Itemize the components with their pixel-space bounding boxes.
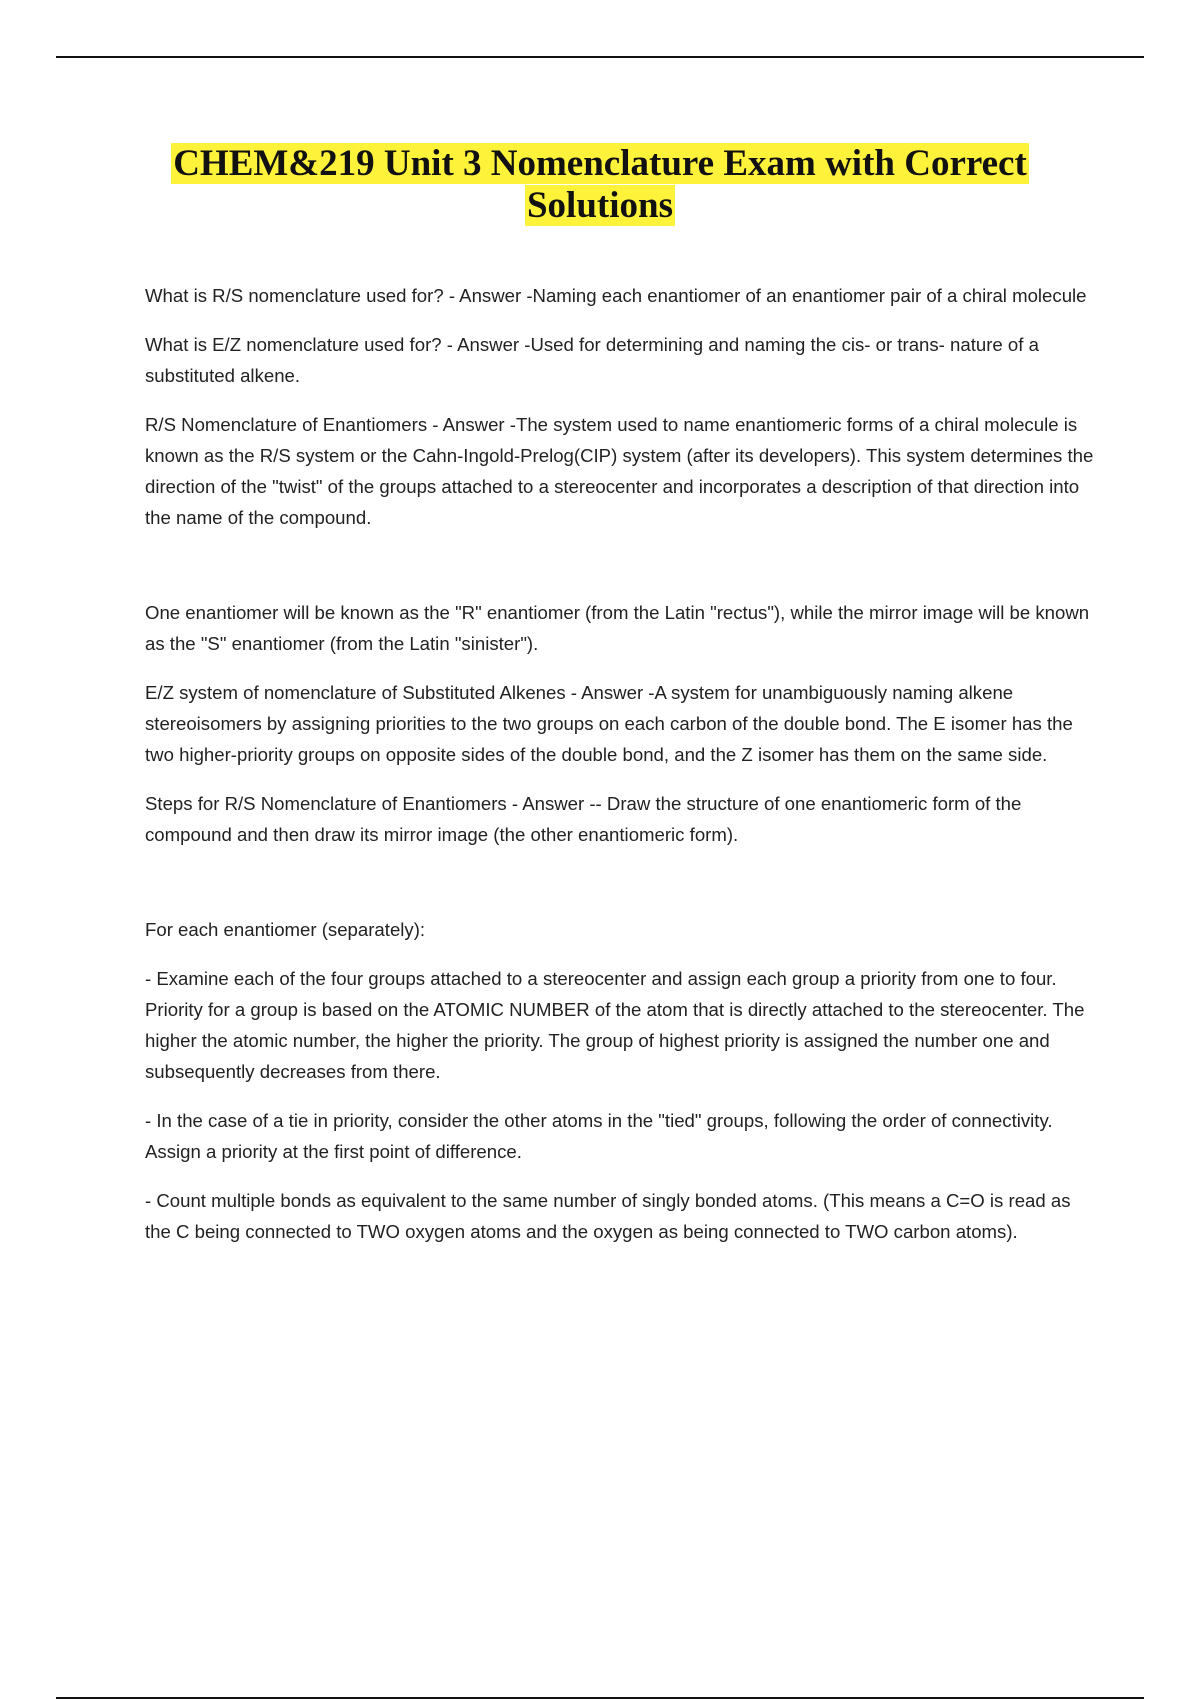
document-body xyxy=(145,280,1095,1265)
title-line-2: Solutions xyxy=(526,185,673,226)
qa-rs-use: What is R/S nomenclature used for? - Answer -Naming each enantiomer of an enantiomer pair of a chiral molecule xyxy=(145,285,1087,306)
qa-ez-system: E/Z system of nomenclature of Substituted Alkenes - Answer -A system for unambiguously naming alkene stereoisomers by assigning priorities to the two groups on each carbon of the double bond. The E isomer has the two higher-priority groups on opposite sides of the double bond, and the Z isomer has them on the same side. xyxy=(145,682,1073,765)
bottom-rule xyxy=(56,1697,1144,1699)
rs-explanation: One enantiomer will be known as the "R" enantiomer (from the Latin "rectus"), while the mirror image will be known as the "S" enantiomer (from the Latin "sinister"). xyxy=(145,602,1090,654)
steps-heading: For each enantiomer (separately): xyxy=(145,919,426,940)
top-rule xyxy=(56,56,1144,58)
step-tie: - In the case of a tie in priority, consider the other atoms in the "tied" groups, following the order of connectivity. Assign a priority at the first point of difference. xyxy=(145,1110,1053,1162)
title-line-1: CHEM&219 Unit 3 Nomenclature Exam with Correct xyxy=(173,143,1027,184)
step-multiple-bonds: - Count multiple bonds as equivalent to the same number of singly bonded atoms. (This means a C=O is read as the C being connected to TWO oxygen atoms and the oxygen as being connected to TWO carbon atoms). xyxy=(145,1190,1071,1242)
step-priority: - Examine each of the four groups attached to a stereocenter and assign each group a priority from one to four. Priority for a group is based on the ATOMIC NUMBER of the atom that is directly attached to the stereocenter. The higher the atomic number, the higher the priority. The group of highest priority is assigned the number one and subsequently decreases from there. xyxy=(145,968,1085,1082)
qa-ez-use: What is E/Z nomenclature used for? - Answer -Used for determining and naming the cis- or trans- nature of a substituted alkene. xyxy=(145,334,1039,386)
qa-rs-steps: Steps for R/S Nomenclature of Enantiomers - Answer -- Draw the structure of one enantiomeric form of the compound and then draw its mirror image (the other enantiomeric form). xyxy=(145,793,1022,845)
page-title xyxy=(120,143,1080,227)
qa-rs-enantiomers: R/S Nomenclature of Enantiomers - Answer -The system used to name enantiomeric forms of a chiral molecule is known as the R/S system or the Cahn-Ingold-Prelog(CIP) system (after its developers). This system determines the direction of the "twist" of the groups attached to a stereocenter and incorporates a description of that direction into the name of the compound. xyxy=(145,414,1094,528)
